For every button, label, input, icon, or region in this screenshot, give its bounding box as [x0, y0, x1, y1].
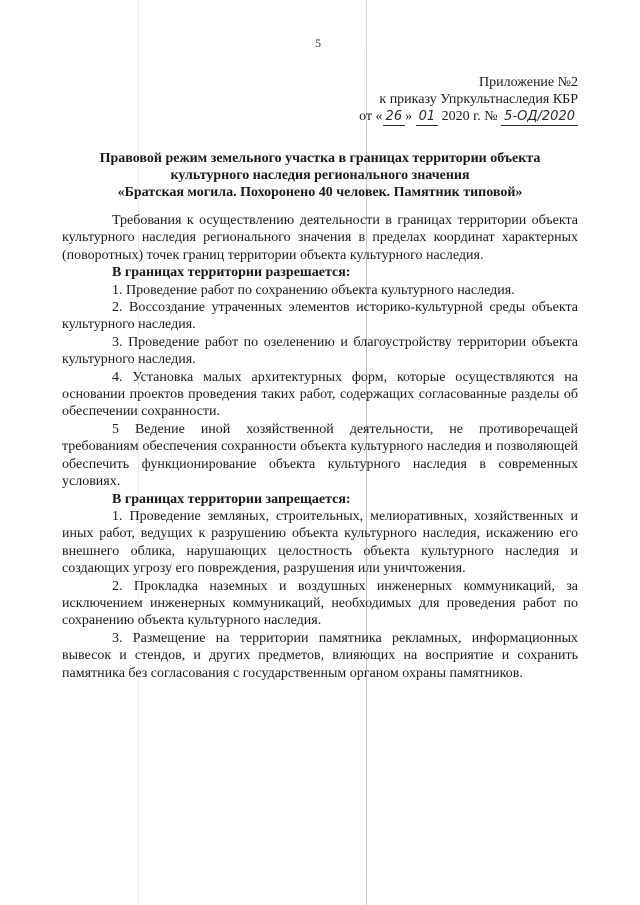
allowed-item: 3. Проведение работ по озеленению и благоустройству территории объекта культурного наследия.: [62, 334, 578, 368]
title-line: «Братская могила. Похоронено 40 человек. Памятник типовой»: [117, 185, 523, 200]
date-day: 26: [383, 108, 406, 126]
appendix-header: [359, 74, 578, 126]
date-mid: »: [405, 109, 413, 124]
document-title: [62, 150, 578, 201]
appendix-order-ref: к приказу Упркультнаследия КБР: [379, 92, 578, 107]
allowed-item: 4. Установка малых архитектурных форм, которые осуществляются на основании проектов проведения таких работ, содержащих согласованные разделы об обеспечении сохранности.: [62, 369, 578, 420]
allowed-item: 1. Проведение работ по сохранению объекта культурного наследия.: [112, 282, 515, 298]
document-body: [62, 212, 578, 682]
title-line: культурного наследия регионального значения: [170, 168, 470, 183]
document-number: 5-ОД/2020: [501, 108, 578, 126]
date-year: 2020 г. №: [441, 109, 498, 124]
title-line: Правовой режим земельного участка в границах территории объекта: [99, 151, 541, 166]
prohibited-item: 3. Размещение на территории памятника рекламных, информационных вывесок и стендов, и других предметов, влияющих на восприятие и сохранить памятника без согласования с государственным органом охраны памятников.: [62, 630, 578, 681]
prohibited-item: 1. Проведение земляных, строительных, мелиоративных, хозяйственных и иных работ, ведущих к разрушению объекта культурного наследия, искажению его внешнего облика, нарушающих целостность объекта культурного наследия и создающих угрозу его повреждения, разрушения или уничтожения.: [62, 508, 578, 577]
prohibited-item: 2. Прокладка наземных и воздушных инженерных коммуникаций, за исключением инженерных коммуникаций, необходимых для проведения работ по сохранению объекта культурного наследия.: [62, 578, 578, 629]
date-prefix: от «: [359, 109, 383, 124]
prohibited-heading: В границах территории запрещается:: [112, 491, 351, 507]
page-number: 5: [315, 36, 321, 50]
appendix-title: Приложение №2: [479, 75, 578, 90]
intro-paragraph: Требования к осуществлению деятельности в границах территории объекта культурного наследия регионального значения в пределах координат характерных (поворотных) точек границ территории объекта культурного наследия.: [62, 213, 578, 263]
appendix-date-line: [359, 108, 578, 126]
allowed-heading: В границах территории разрешается:: [112, 265, 351, 281]
allowed-item: 2. Воссоздание утраченных элементов историко-культурной среды объекта культурного наследия.: [62, 300, 578, 333]
date-month: 01: [416, 108, 439, 126]
allowed-item: 5 Ведение иной хозяйственной деятельности, не противоречащей требованиям обеспечения сохранности объекта культурного наследия и позволяющей обеспечить функционирование объекта культурного наследия в современных условиях.: [62, 421, 578, 490]
